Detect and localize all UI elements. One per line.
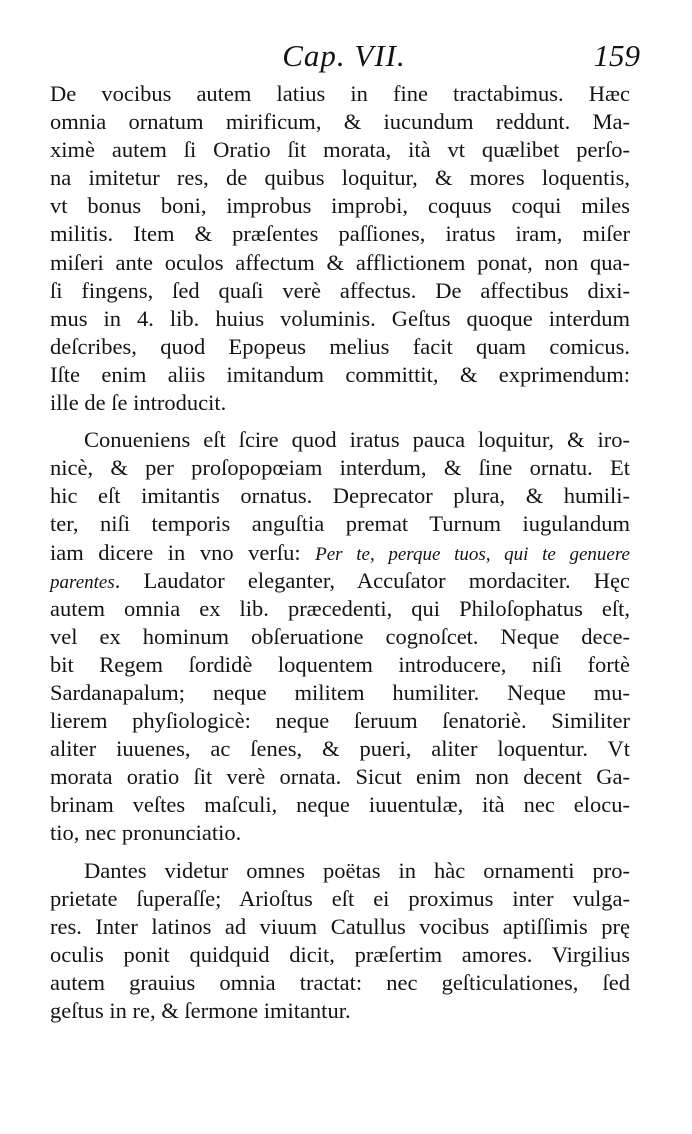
text-line (50, 454, 630, 482)
paragraph (50, 80, 630, 417)
text-line (50, 361, 630, 389)
text-line (50, 763, 630, 791)
text-line (50, 333, 630, 361)
text-run: brinam veſtes maſculi, neque iuuentulæ, ità nec elocu- (50, 792, 630, 818)
text-run: deſcribes, quod Epopeus melius facit quam comicus. (50, 333, 630, 359)
text-line (50, 679, 630, 707)
text-run: morata oratio ſit verè ornata. Sicut enim non decent Ga- (50, 764, 630, 790)
text-line (50, 651, 630, 679)
text-line (50, 969, 630, 997)
text-run: oculis ponit quidquid dicit, præſertim amores. Virgilius (50, 941, 630, 967)
text-run: . Laudator eleganter, Accuſator mordaciter. Hęc (114, 567, 630, 593)
text-line (50, 164, 630, 192)
text-run: mus in 4. lib. huius voluminis. Geſtus quoque interdum (50, 305, 630, 331)
text-line (50, 136, 630, 164)
text-line (50, 192, 630, 220)
text-run: geſtus in re, & ſermone imitantur. (50, 998, 351, 1023)
text-line (50, 220, 630, 248)
text-line (50, 482, 630, 510)
text-line (50, 791, 630, 819)
text-run: miſeri ante oculos affectum & afflictionem ponat, non qua- (50, 249, 630, 275)
text-run: autem omnia ex lib. præcedenti, qui Philoſophatus eſt, (50, 595, 630, 621)
text-line (50, 913, 630, 941)
text-run: ximè autem ſi Oratio ſit morata, ità vt quælibet perſo- (50, 137, 630, 163)
text-line (50, 426, 630, 454)
paragraph (50, 857, 630, 1026)
paragraph (50, 426, 630, 847)
text-line (50, 595, 630, 623)
text-line (50, 80, 630, 108)
text-line (50, 819, 630, 847)
paragraph-gap (50, 848, 630, 857)
text-run: ter, niſi temporis anguſtia premat Turnum iugulandum (50, 511, 630, 537)
text-run: tio, nec pronunciatio. (50, 820, 242, 846)
text-line (50, 539, 630, 567)
text-run: Iſte enim aliis imitandum committit, & exprimendum: (50, 361, 630, 387)
text-run: na imitetur res, de quibus loquitur, & mores loquentis, (50, 165, 630, 191)
text-line (50, 735, 630, 763)
text-line (50, 997, 630, 1025)
text-run: omnia ornatum mirificum, & iucundum reddunt. Ma- (50, 109, 630, 135)
text-run: ille de ſe introducit. (50, 390, 227, 416)
page-header (48, 38, 640, 82)
text-run: bit Regem ſordidè loquentem introducere, niſi fortè (50, 651, 630, 677)
text-line (50, 885, 630, 913)
italic-quote: parentes (50, 571, 115, 593)
text-run: aliter iuuenes, ac ſenes, & pueri, aliter loquentur. Vt (50, 736, 630, 762)
text-line (50, 389, 630, 417)
text-run: militis. Item & præſentes paſſiones, iratus iram, miſer (50, 221, 630, 247)
text-line (50, 510, 630, 538)
text-run: prietate ſuperaſſe; Arioſtus eſt ei proximus inter vulga- (50, 885, 630, 911)
running-head: Cap. VII. (282, 38, 406, 73)
text-line (50, 277, 630, 305)
text-run: lierem phyſiologicè: neque ſeruum ſenatoriè. Similiter (50, 708, 630, 734)
body-text (50, 80, 630, 1025)
text-run: nicè, & per proſopopœiam interdum, & ſine ornatu. Et (50, 455, 630, 481)
text-line (50, 707, 630, 735)
text-line (50, 108, 630, 136)
text-run: res. Inter latinos ad viuum Catullus vocibus aptiſſimis prę (50, 913, 630, 939)
text-line (50, 941, 630, 969)
page-number: 159 (593, 38, 640, 73)
italic-quote: Per te, perque tuos, qui te genuere (315, 543, 630, 565)
text-run: autem grauius omnia tractat: nec geſticulationes, ſed (50, 969, 630, 995)
text-run: vel ex hominum obſeruatione cognoſcet. Neque dece- (50, 623, 630, 649)
text-run: iam dicere in vno verſu: (50, 539, 316, 565)
text-run: vt bonus boni, improbus improbi, coquus coqui miles (50, 193, 630, 219)
text-run: Conueniens eſt ſcire quod iratus pauca loquitur, & iro- (84, 427, 630, 453)
text-run: Sardanapalum; neque militem humiliter. Neque mu- (50, 679, 630, 705)
text-run: Dantes videtur omnes poëtas in hàc ornamenti pro- (84, 857, 630, 883)
text-run: hic eſt imitantis ornatus. Deprecator plura, & humili- (50, 483, 630, 509)
text-line (50, 623, 630, 651)
text-line (50, 305, 630, 333)
text-line (50, 249, 630, 277)
text-line (50, 567, 630, 595)
text-run: De vocibus autem latius in fine tractabimus. Hæc (50, 81, 630, 106)
text-run: ſi fingens, ſed quaſi verè affectus. De affectibus dixi- (50, 277, 630, 303)
paragraph-gap (50, 417, 630, 426)
text-line (50, 857, 630, 885)
